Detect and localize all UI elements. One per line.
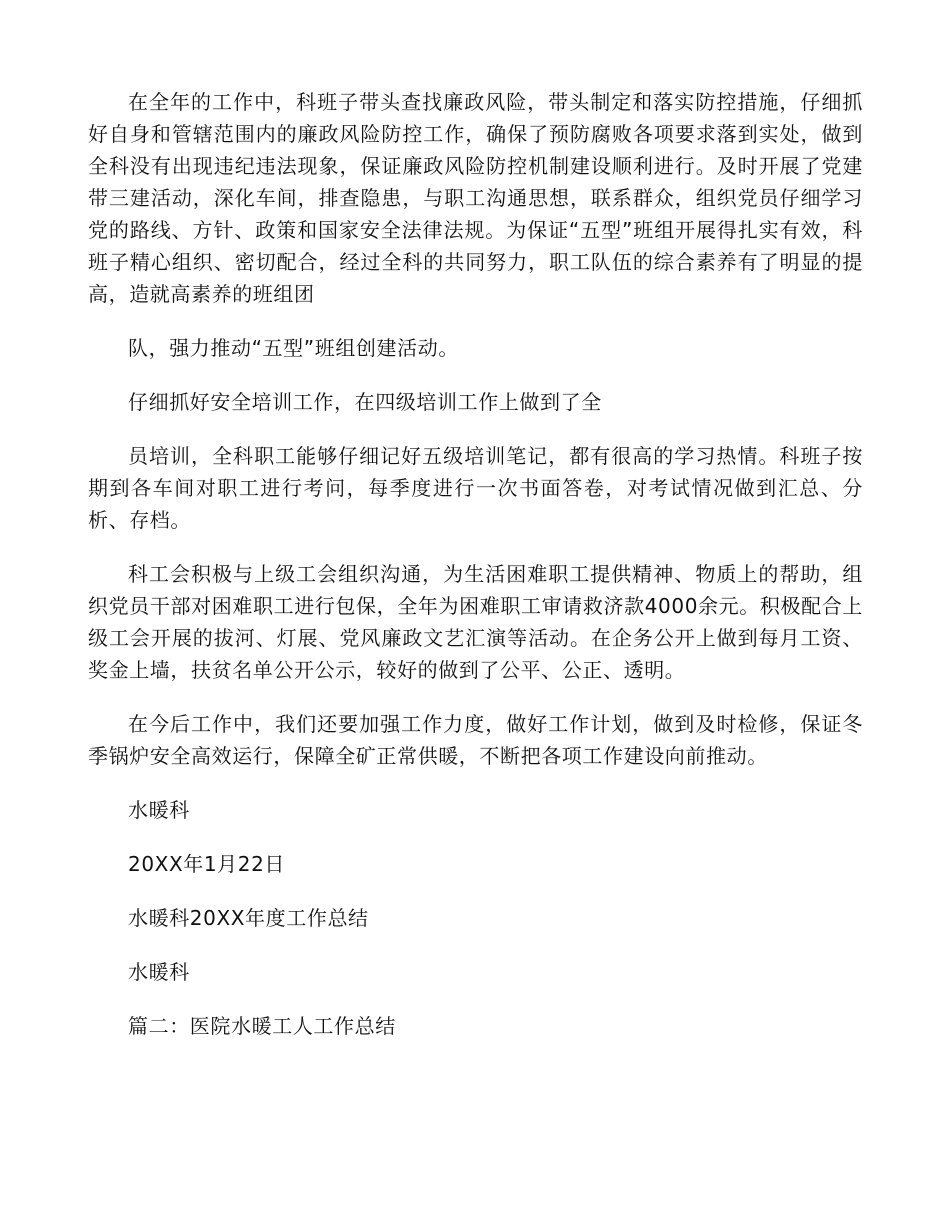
paragraph-future-plans: 在今后工作中，我们还要加强工作力度，做好工作计划，做到及时检修，保证冬季锅炉安全高效运行，保障全矿正常供暖，不断把各项工作建设向前推动。 [88, 712, 863, 768]
document-body [88, 86, 863, 1064]
paragraph-union-work: 科工会积极与上级工会组织沟通，为生活困难职工提供精神、物质上的帮助，组织党员干部对困难职工进行包保，全年为困难职工审请救济款4000余元。积极配合上级工会开展的拔河、灯展、党风廉政文艺汇演等活动。在企务公开上做到每月工资、奖金上墙，扶贫名单公开公示，较好的做到了公平、公正、透明。 [88, 562, 863, 682]
paragraph-team-building: 队，强力推动“五型”班组创建活动。 [128, 336, 459, 360]
paragraph-safety-training: 员培训，全科职工能够仔细记好五级培训笔记，都有很高的学习热情。科班子按期到各车间对职工进行考问，每季度进行一次书面答卷，对考试情况做到汇总、分析、存档。 [88, 444, 863, 532]
next-document-title: 水暖科20XX年度工作总结 [128, 906, 369, 930]
next-document-department: 水暖科 [128, 960, 190, 984]
paragraph-safety-training-intro: 仔细抓好安全培训工作，在四级培训工作上做到了全 [128, 390, 602, 414]
signature-date: 20XX年1月22日 [128, 852, 286, 876]
section-title: 篇二：医院水暖工人工作总结 [128, 1014, 396, 1038]
paragraph-integrity: 在全年的工作中，科班子带头查找廉政风险，带头制定和落实防控措施，仔细抓好自身和管辖范围内的廉政风险防控工作，确保了预防腐败各项要求落到实处，做到全科没有出现违纪违法现象，保证廉政风险防控机制建设顺利进行。及时开展了党建带三建活动，深化车间，排查隐患，与职工沟通思想，联系群众，组织党员仔细学习党的路线、方针、政策和国家安全法律法规。为保证“五型”班组开展得扎实有效，科班子精心组织、密切配合，经过全科的共同努力，职工队伍的综合素养有了明显的提高，造就高素养的班组团 [88, 90, 863, 306]
signature-department: 水暖科 [128, 798, 190, 822]
